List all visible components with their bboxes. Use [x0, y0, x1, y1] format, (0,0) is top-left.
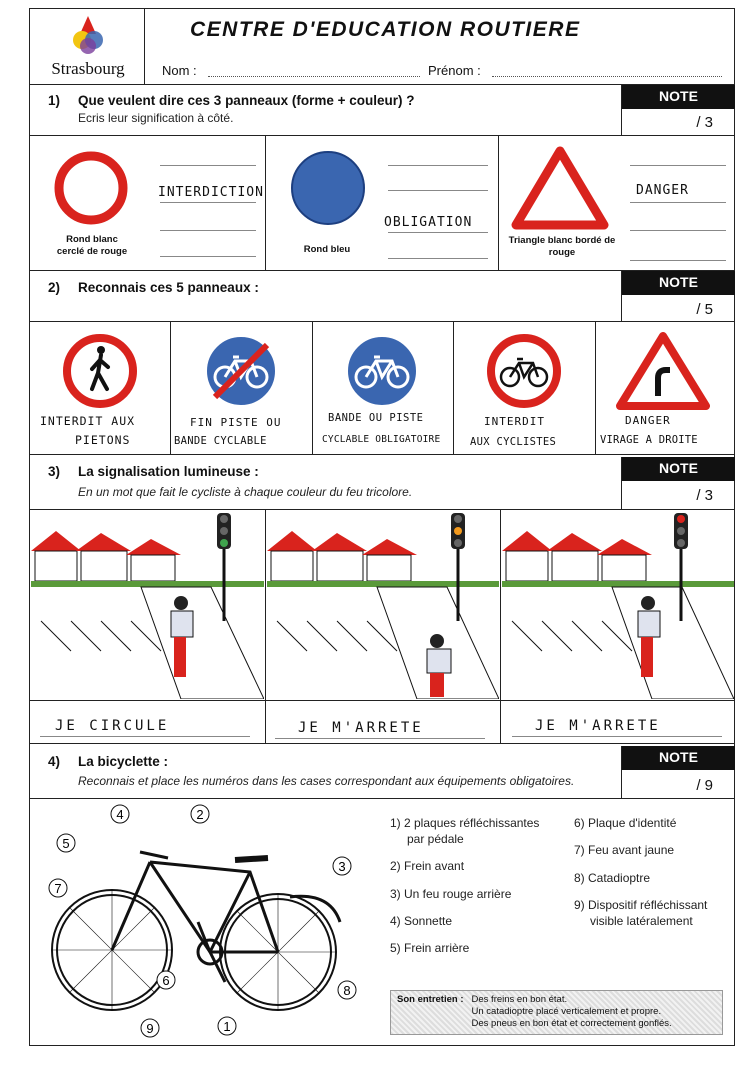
prenom-label: Prénom : — [428, 63, 481, 78]
legend-item-7: 7) Feu avant jaune — [574, 843, 675, 857]
s3-answer-green[interactable]: JE CIRCULE — [55, 718, 170, 734]
s3-divider-1 — [265, 509, 266, 743]
maintenance-title: Son entretien : — [397, 994, 464, 1005]
s2-answer3-line1[interactable]: BANDE OU PISTE — [328, 412, 424, 424]
section1-rule — [29, 135, 735, 136]
section4-score: / 9 — [696, 777, 713, 794]
sign-divider-1 — [265, 135, 266, 270]
s2-answer4-line2[interactable]: AUX CYCLISTES — [470, 436, 557, 448]
bicycle-diagram — [40, 802, 370, 1038]
strasbourg-logo-icon — [68, 14, 108, 56]
section1-subtitle: Ecris leur signification à côté. — [78, 111, 234, 125]
sign1-caption: Rond blanc cerclé de rouge — [56, 234, 128, 257]
maintenance-line-2: Un catadioptre placé verticalement et propre. — [471, 1006, 662, 1017]
sign1-line — [160, 256, 256, 257]
sign2-line — [388, 190, 488, 191]
section3-score: / 3 — [696, 487, 713, 504]
legend-item-4: 4) Sonnette — [390, 914, 453, 928]
legend-item-6: 6) Plaque d'identité — [574, 816, 677, 830]
section4-title: La bicyclette : — [78, 754, 169, 769]
section1-note-label: NOTE — [622, 85, 735, 109]
bike-label-1[interactable]: 1 — [223, 1019, 231, 1034]
sign2-line — [388, 165, 488, 166]
section2-title: Reconnais ces 5 panneaux : — [78, 280, 259, 295]
red-circle-sign-icon — [53, 150, 129, 226]
legend-item-5: 5) Frein arrière — [390, 941, 470, 955]
maintenance-line-3: Des pneus en bon état et correctement gonflés. — [471, 1018, 672, 1029]
s3-line — [40, 736, 250, 737]
street-scene-red — [502, 511, 734, 699]
no-cyclists-sign-icon — [486, 333, 562, 409]
bike-label-4[interactable]: 4 — [116, 807, 124, 822]
s3-line — [512, 736, 722, 737]
prenom-field[interactable] — [492, 76, 722, 77]
cycle-lane-mandatory-sign-icon — [344, 333, 420, 409]
sign1-line — [160, 202, 256, 203]
page-title: CENTRE D'EDUCATION ROUTIERE — [190, 18, 581, 41]
sign2-caption: Rond bleu — [303, 244, 351, 255]
sign3-line — [630, 260, 726, 261]
s3-answer-orange[interactable]: JE M'ARRETE — [298, 720, 424, 736]
section3-note-label: NOTE — [622, 457, 735, 481]
bike-label-6[interactable]: 6 — [162, 973, 170, 988]
section2-bottom-rule — [29, 454, 735, 455]
sign1-answer[interactable]: INTERDICTION — [158, 185, 264, 200]
right-bend-danger-sign-icon — [614, 330, 712, 412]
section3-title: La signalisation lumineuse : — [78, 464, 259, 479]
section1-score: / 3 — [696, 114, 713, 131]
nom-label: Nom : — [162, 63, 197, 78]
section2-note-divider — [621, 271, 622, 321]
section4-note-label: NOTE — [622, 746, 735, 770]
section2-note-label: NOTE — [622, 271, 735, 295]
sign3-line — [630, 165, 726, 166]
section2-score: / 5 — [696, 301, 713, 318]
sign1-line — [160, 230, 256, 231]
maintenance-box — [390, 990, 723, 1035]
s3-line — [275, 738, 485, 739]
section3-rule — [29, 509, 735, 510]
sign3-line — [630, 230, 726, 231]
maintenance-line-1: Des freins en bon état. — [471, 994, 568, 1005]
section4-number: 4) — [48, 754, 61, 769]
nom-field[interactable] — [208, 76, 420, 77]
logo — [40, 14, 136, 80]
section3-number: 3) — [48, 464, 61, 479]
sign-divider-2 — [498, 135, 499, 270]
s2-answer1-line2[interactable]: PIETONS — [75, 433, 131, 447]
s2-answer1-line1[interactable]: INTERDIT AUX — [40, 414, 136, 428]
s3-divider-2 — [500, 509, 501, 743]
bike-label-8[interactable]: 8 — [343, 983, 351, 998]
bike-label-9[interactable]: 9 — [146, 1021, 154, 1036]
legend-item-1: 1) 2 plaques réfléchissantes — [390, 816, 540, 830]
s2-answer2-line2[interactable]: BANDE CYCLABLE — [174, 435, 267, 447]
section1-number: 1) — [48, 93, 61, 108]
street-scene-orange — [267, 511, 499, 699]
logo-text: Strasbourg — [51, 59, 125, 78]
section2-number: 2) — [48, 280, 61, 295]
sign3-line — [630, 202, 726, 203]
s2-answer3-line2[interactable]: CYCLABLE OBLIGATOIRE — [322, 434, 441, 445]
bike-label-3[interactable]: 3 — [338, 859, 346, 874]
no-pedestrians-sign-icon — [62, 333, 138, 409]
s2-divider-2 — [312, 321, 313, 454]
s3-image-bottom — [29, 700, 735, 701]
section1-note-divider — [621, 85, 622, 135]
sign3-answer[interactable]: DANGER — [636, 183, 689, 198]
legend-item-9: 9) Dispositif réfléchissant — [574, 898, 708, 912]
legend-item-8: 8) Catadioptre — [574, 871, 651, 885]
s3-answer-red[interactable]: JE M'ARRETE — [535, 718, 661, 734]
end-cycle-lane-sign-icon — [203, 333, 279, 409]
section3-subtitle: En un mot que fait le cycliste à chaque couleur du feu tricolore. — [78, 485, 413, 499]
section4-subtitle: Reconnais et place les numéros dans les cases correspondant aux équipements obligatoires. — [78, 774, 575, 788]
red-triangle-sign-icon — [510, 145, 610, 231]
section4-rule — [29, 798, 735, 799]
sign1-line — [160, 165, 256, 166]
s2-divider-3 — [453, 321, 454, 454]
section4-note-divider — [621, 746, 622, 798]
sign3-caption: Triangle blanc bordé de rouge — [508, 235, 616, 258]
s2-answer5-line2[interactable]: VIRAGE A DROITE — [600, 434, 698, 446]
bike-label-5[interactable]: 5 — [62, 836, 70, 851]
section1-title: Que veulent dire ces 3 panneaux (forme + couleur) ? — [78, 93, 415, 108]
section3-bottom-rule — [29, 743, 735, 744]
section3-note-divider — [621, 457, 622, 509]
bike-label-7[interactable]: 7 — [54, 881, 62, 896]
s2-divider-1 — [170, 321, 171, 454]
section2-rule — [29, 321, 735, 322]
legend-item-9-cont: visible latéralement — [590, 914, 693, 928]
sign2-answer[interactable]: OBLIGATION — [384, 215, 473, 230]
s2-answer5-line1[interactable]: DANGER — [625, 414, 671, 427]
street-scene-green — [31, 511, 264, 699]
sign2-line — [388, 232, 488, 233]
s2-answer2-line1[interactable]: FIN PISTE OU — [190, 416, 282, 429]
sign2-line — [388, 258, 488, 259]
header-divider — [144, 8, 145, 84]
s2-answer4-line1[interactable]: INTERDIT — [484, 415, 545, 428]
legend-item-2: 2) Frein avant — [390, 859, 465, 873]
bike-label-2[interactable]: 2 — [196, 807, 204, 822]
s2-divider-4 — [595, 321, 596, 454]
legend-item-1-cont: par pédale — [407, 832, 464, 846]
blue-circle-sign-icon — [288, 148, 368, 228]
legend-item-3: 3) Un feu rouge arrière — [390, 887, 512, 901]
